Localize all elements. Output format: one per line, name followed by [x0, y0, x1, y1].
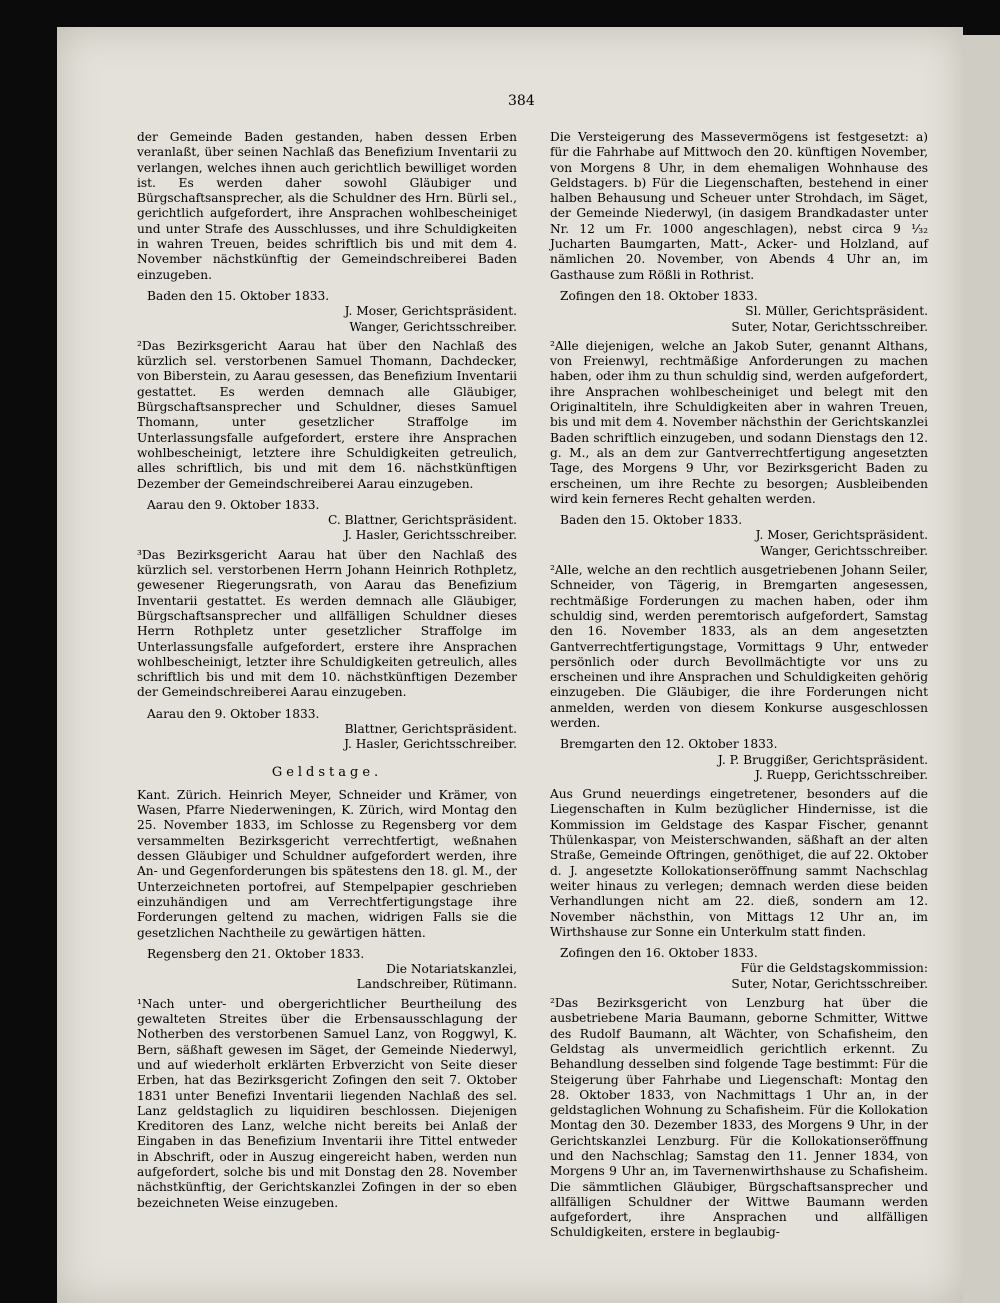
left-column — [137, 130, 517, 1217]
notice-date: Baden den 15. Oktober 1833. — [147, 288, 330, 303]
notice-aarau-rothpletz: ³Das Bezirksgericht Aarau hat über den Nachlaß des kürzlich sel. verstorbenen Herrn Johann Heinrich Rothpletz, gewesener Riegerungsrath, von Aarau das Benefizium Inventarii gestattet. Es werden demnach alle Gläubiger, Bürgschaftsansprecher und allfälligen Schuldner dieses Herrn Rothpletz unter gesetzlicher Straffolge im Unterlassungsfalle aufgefordert, erstere ihre Ansprachen wohlbescheinigt, letzter ihre Schuldigkeiten getreulich, alles schriftlich bis und mit dem 10. nächstkünftigen Dezember der Gemeindschreiberei Aarau einzugeben. — [137, 547, 517, 700]
notice-lanz-auction: Die Versteigerung des Massevermögens ist festgesetzt: a) für die Fahrhabe auf Mittwoch den 20. künftigen November, von Morgens 8 Uhr, in dem ehemaligen Wohnhause des Geldstagers. b) Für die Liegenschaften, bestehend in einer halben Behausung und Scheuer unter Strohdach, im Säget, der Gemeinde Niederwyl, (in dasigem Brandkadaster unter Nr. 12 um Fr. 1000 angeschlagen), nebst circa 9 ¹⁄₃₂ Jucharten Baumgarten, Matt-, Acker- und Holzland, auf nämlichen 20. November, von Abends 4 Uhr an, im Gasthause zum Rößli in Rothrist. — [550, 130, 928, 282]
notice-zurich-meyer: Kant. Zürich. Heinrich Meyer, Schneider und Krämer, von Wasen, Pfarre Niederweningen, K. Zürich, wird Montag den 25. November 1833, im Schlosse zu Regensberg vor dem versammelten Bezirksgericht verrechtfertigt, weßnahen dessen Gläubiger und Schuldner aufgefordert werden, ihre An- und Gegenforderungen bis spätestens den 18. gl. M., der Unterzeichneten portofrei, auf Stempelpapier geschrieben einzuhändigen und am Verrechtfertigungstage ihre Forderungen geltend zu machen, widrigen Falls sie die gesetzlichen Nachtheile zu gewärtigen hätten. — [137, 787, 517, 940]
signature: Die Notariatskanzlei, — [386, 962, 517, 977]
signature: Sl. Müller, Gerichtspräsident. — [745, 304, 928, 319]
notice-date: Aarau den 9. Oktober 1833. — [147, 706, 320, 721]
signature: J. Moser, Gerichtspräsident. — [755, 528, 928, 543]
signature: J. P. Bruggißer, Gerichtspräsident. — [717, 752, 928, 767]
signature: J. Moser, Gerichtspräsident. — [344, 304, 517, 319]
notice-date: Bremgarten den 12. Oktober 1833. — [560, 737, 778, 752]
signature: Blattner, Gerichtspräsident. — [344, 721, 517, 736]
notice-date: Regensberg den 21. Oktober 1833. — [147, 946, 365, 961]
signature: Suter, Notar, Gerichtsschreiber. — [731, 976, 928, 991]
signature: Wanger, Gerichtsschreiber. — [349, 319, 517, 334]
signature: C. Blattner, Gerichtspräsident. — [327, 513, 517, 528]
notice-aarau-thomann: ²Das Bezirksgericht Aarau hat über den Nachlaß des kürzlich sel. verstorbenen Samuel Thomann, Dachdecker, von Biberstein, zu Aarau gesessen, das Benefizium Inventarii gestattet. Es werden demnach alle Gläubiger, Bürgschaftsansprecher und Schuldner, dieses Samuel Thomann, unter gesetzlicher Straffolge im Unterlassungsfalle aufgefordert, erstere ihre Ansprachen wohlbescheinigt, letztere ihre Schuldigkeiten getreulich, alles schriftlich, bis und mit dem 16. nächstkünftigen Dezember der Gemeindschreiberei Aarau einzugeben. — [137, 338, 517, 491]
notice-lenzburg-baumann: ²Das Bezirksgericht von Lenzburg hat über die ausbetriebene Maria Baumann, geborne Schmitter, Wittwe des Rudolf Baumann, alt Wächter, von Schafisheim, den Geldstag als unvermeidlich gerichtlich erkennt. Zu Behandlung desselben sind folgende Tage bestimmt: Für die Steigerung über Fahrhabe und Liegenschaft: Montag den 28. Oktober 1833, von Nachmittags 1 Uhr an, in der geldstaglichen Wohnung zu Schafisheim. Für die Kollokation Montag den 30. Dezember 1833, des Morgens 9 Uhr, in der Gerichtskanzlei Lenzburg. Für die Kollokationseröffnung und den Nachschlag; Samstag den 11. Jenner 1834, von Morgens 9 Uhr an, im Tavernenwirthshause zu Schafisheim. Die sämmtlichen Gläubiger, Bürgschaftsansprecher und allfälligen Schuldner der Wittwe Baumann werden aufgefordert, ihre Ansprachen und allfälligen Schuldigkeiten, erstere in beglaubig- — [550, 996, 928, 1240]
page-number: 384 — [508, 93, 535, 109]
notice-baden-burli: der Gemeinde Baden gestanden, haben dessen Erben veranlaßt, über seinen Nachlaß das Benefizium Inventarii zu verlangen, welches ihnen auch gerichtlich bewilliget worden ist. Es werden daher sowohl Gläubiger und Bürgschaftsansprecher, als die Schuldner des Hrn. Bürli sel., gerichtlich aufgefordert, ihre Ansprachen wohlbescheiniget und unter Strafe des Ausschlusses, und ihre Schuldigkeiten in wahren Treuen, beides schriftlich bis und mit dem 4. November nächstkünftig der Gemeindschreiberei Baden einzugeben. — [137, 130, 517, 282]
notice-zofingen-fischer: Aus Grund neuerdings eingetretener, besonders auf die Liegenschaften in Kulm bezüglicher Hindernisse, ist die Kommission im Geldstage des Kaspar Fischer, genannt Thülenkaspar, von Meisterschwanden, säßhaft an der alten Straße, Gemeinde Oftringen, genöthiget, die auf 22. Oktober d. J. angesetzte Kollokationseröffnung sammt Nachschlag weiter hinaus zu verlegen; demnach werden diese beiden Verhandlungen nicht am 22. dieß, sondern am 12. November nächsthin, von Mittags 12 Uhr an, im Wirthshause zur Sonne ein Unterkulm statt finden. — [550, 787, 928, 939]
signature: Für die Geldstagskommission: — [740, 961, 928, 976]
notice-date: Zofingen den 18. Oktober 1833. — [560, 288, 758, 303]
facing-page-edge — [963, 35, 1000, 1303]
notice-date: Baden den 15. Oktober 1833. — [560, 513, 743, 528]
signature: J. Hasler, Gerichtsschreiber. — [344, 528, 517, 543]
section-heading: Geldstage. — [271, 764, 383, 780]
notice-date: Zofingen den 16. Oktober 1833. — [560, 946, 758, 961]
scan-top-edge — [57, 0, 1000, 27]
notice-baden-suter: ²Alle diejenigen, welche an Jakob Suter, genannt Althans, von Freienwyl, rechtmäßige Anforderungen zu machen haben, oder ihm zu thun schuldig sind, werden aufgefordert, ihre Ansprachen wohlbescheiniget und belegt mit den Originaltiteln, ihre Schuldigkeiten aber in wahren Treuen, bis und mit dem 4. November nächsthin der Gerichtskanzlei Baden schriftlich einzugeben, und sodann Dienstags den 12. g. M., als an dem zur Gantverrechtfertigung angesetzten Tage, des Morgens 9 Uhr, vor Bezirksgericht Baden zu erscheinen, um ihre Rechte zu besorgen; Ausbleibenden wird kein ferneres Recht gehalten werden. — [550, 338, 928, 506]
signature: Suter, Notar, Gerichtsschreiber. — [731, 319, 928, 334]
right-column — [550, 130, 928, 1247]
notice-bremgarten-seiler: ²Alle, welche an den rechtlich ausgetriebenen Johann Seiler, Schneider, von Tägerig, in Bremgarten angesessen, rechtmäßige Forderungen zu machen haben, oder ihm schuldig sind, werden peremtorisch aufgefordert, Samstag den 16. November 1833, als an dem angesetzten Gantverrechtfertigungstage, Vormittags 9 Uhr, entweder persönlich oder durch Bevollmächtigte vor uns zu erscheinen und ihre Ansprachen und Schuldigkeiten gehörig einzugeben. Die Gläubiger, die ihre Forderungen nicht anmelden, werden von diesem Konkurse ausgeschlossen werden. — [550, 563, 928, 730]
signature: Wanger, Gerichtsschreiber. — [760, 543, 928, 558]
signature: J. Hasler, Gerichtsschreiber. — [344, 737, 517, 752]
signature: Landschreiber, Rütimann. — [356, 977, 517, 992]
signature: J. Ruepp, Gerichtsschreiber. — [754, 767, 928, 782]
notice-zofingen-lanz: ¹Nach unter- und obergerichtlicher Beurtheilung des gewalteten Streites über die Erbensausschlagung der Notherben des verstorbenen Samuel Lanz, von Roggwyl, K. Bern, säßhaft gewesen im Säget, der Gemeinde Niederwyl, und auf wiederholt erklärten Erbverzicht von Seite dieser Erben, hat das Bezirksgericht Zofingen den seit 7. Oktober 1831 unter Benefizi Inventarii liegenden Nachlaß des sel. Lanz geldstaglich zu liquidiren beschlossen. Diejenigen Kreditoren des Lanz, welche nicht bereits bei Anlaß der Eingaben in das Benefizium Inventarii ihre Tittel entweder in Abschrift, oder in Auszug eingereicht haben, werden nun aufgefordert, solche bis und mit Donstag den 28. November nächstkünftig, der Gerichtskanzlei Zofingen in der so eben bezeichneten Weise einzugeben. — [137, 996, 517, 1210]
notice-date: Aarau den 9. Oktober 1833. — [147, 497, 320, 512]
